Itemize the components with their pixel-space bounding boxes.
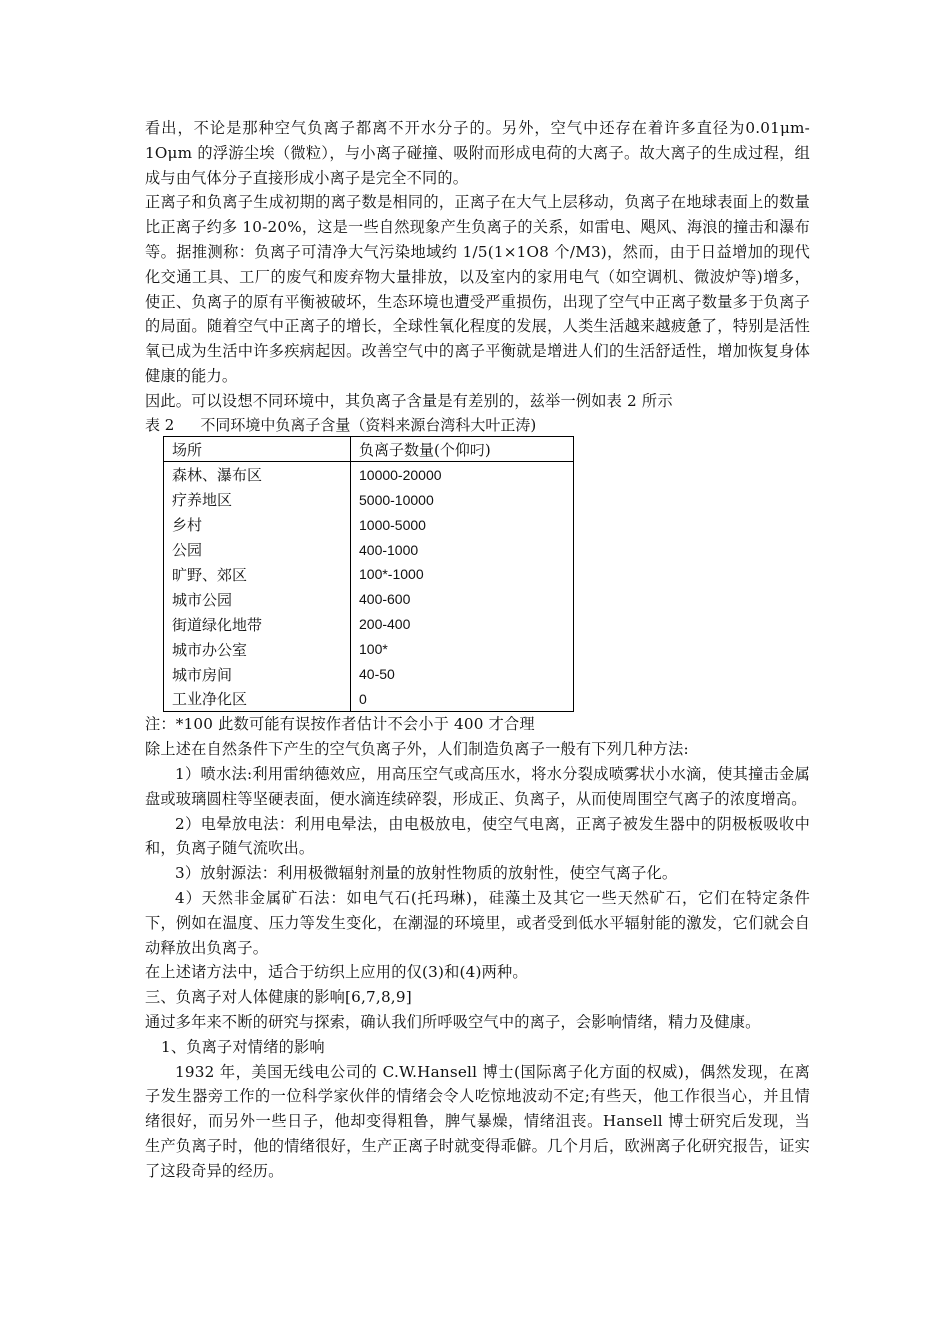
table-row xyxy=(164,587,574,612)
body-paragraph: 3）放射源法：利用极微辐射剂量的放射性物质的放射性，使空气离子化。 xyxy=(175,864,678,883)
location-cell: 城市房间 xyxy=(164,662,351,687)
ion-count-cell: 100* xyxy=(351,637,574,662)
table-row xyxy=(164,637,574,662)
body-text-section xyxy=(145,737,810,1183)
body-paragraph: 1）喷水法:利用雷纳德效应，用高压空气或高压水，将水分裂成喷雾状小水滴，使其撞击金属盘或玻璃圆柱等坚硬表面，便水滴连续碎裂，形成正、负离子，从而使周围空气离子的浓度增高。 xyxy=(145,764,810,808)
table-header-cell: 场所 xyxy=(164,436,351,462)
paragraph-2: 正离子和负离子生成初期的离子数是相同的，正离子在大气上层移动，负离子在地球表面上的数量比正离子约多 10-20%，这是一些自然现象产生负离子的关系，如雷电、飓风、海浪的撞击和瀑布等。据推测称：负离子可清净大气污染地域约 1/5(1×1O8 个/M3)，然而，由于日益增加的现代化交通工具、工厂的废气和废弃物大量排放，以及室内的家用电气（如空调机、微波炉等)增多，使正、负离子的原有平衡被破坏，生态环境也遭受严重损伤，出现了空气中正离子数量多于负离子的局面。随着空气中正离子的增长，全球性氧化程度的发展，人类生活越来越疲惫了，特别是活性氧已成为生活中许多疾病起因。改善空气中的离子平衡就是增进人们的生活舒适性，增加恢复身体健康的能力。 xyxy=(145,193,810,385)
table-caption xyxy=(145,414,810,436)
body-paragraph: 在上述诸方法中，适合于纺织上应用的仅(3)和(4)两种。 xyxy=(145,963,528,982)
location-cell: 公园 xyxy=(164,537,351,562)
body-paragraph: 2）电晕放电法：利用电晕法，由电极放电，使空气电离，正离子被发生器中的阴极板吸收中和，负离子随气流吹出。 xyxy=(145,814,810,858)
ion-count-cell: 5000-10000 xyxy=(351,487,574,512)
location-cell: 城市公园 xyxy=(164,587,351,612)
table-header-row xyxy=(164,436,574,462)
table-row xyxy=(164,487,574,512)
ion-count-cell: 1000-5000 xyxy=(351,512,574,537)
table-note: 注：*100 此数可能有误按作者估计不会小于 400 才合理 xyxy=(145,715,535,734)
location-cell: 森林、瀑布区 xyxy=(164,462,351,487)
ion-count-cell: 0 xyxy=(351,686,574,711)
body-paragraph: 1932 年，美国无线电公司的 C.W.Hansell 博士(国际离子化方面的权威)，偶然发现，在离子发生器旁工作的一位科学家伙伴的情绪会令人吃惊地波动不定;有些天，他工作很当心，并且情绪很好，而另外一些日子，他却变得粗鲁，脾气暴燥，情绪沮丧。Hansell 博士研究后发现，当生产负离子时，他的情绪很好，生产正离子时就变得乖僻。几个月后，欧洲离子化研究报告，证实了这段奇异的经历。 xyxy=(145,1062,810,1180)
location-cell: 乡村 xyxy=(164,512,351,537)
ion-count-cell: 400-600 xyxy=(351,587,574,612)
paragraph-1: 看出，不论是那种空气负离子都离不开水分子的。另外，空气中还存在着许多直径为0.01μm-1Oμm 的浮游尘埃（微粒），与小离子碰撞、吸附而形成电荷的大离子。故大离子的生成过程，组成与由气体分子直接形成小离子是完全不同的。 xyxy=(145,119,810,187)
body-paragraph: 通过多年来不断的研究与探索，确认我们所呼吸空气中的离子，会影响情绪，精力及健康。 xyxy=(145,1012,761,1031)
ion-count-cell: 40-50 xyxy=(351,662,574,687)
paragraph-3: 因此。可以设想不同环境中，其负离子含量是有差别的，兹举一例如表 2 所示 xyxy=(145,391,673,410)
body-paragraph: 1、负离子对情绪的影响 xyxy=(161,1037,325,1056)
location-cell: 工业净化区 xyxy=(164,686,351,711)
body-paragraph: 三、负离子对人体健康的影响[6,7,8,9] xyxy=(145,988,412,1007)
ion-count-cell: 100*-1000 xyxy=(351,562,574,587)
table-header-cell: 负离子数量(个仰叼) xyxy=(351,436,574,462)
ion-content-table xyxy=(163,436,574,713)
table-caption-text: 不同环境中负离子含量（资料来源台湾科大叶正涛) xyxy=(200,415,537,434)
body-paragraph: 4）天然非金属矿石法：如电气石(托玛琳)，硅藻土及其它一些天然矿石，它们在特定条件下，例如在温度、压力等发生变化，在潮湿的环境里，或者受到低水平辐射能的激发，它们就会自动释放出负离子。 xyxy=(145,888,810,957)
table-row xyxy=(164,612,574,637)
table-row xyxy=(164,512,574,537)
table-row xyxy=(164,686,574,711)
table-row xyxy=(164,662,574,687)
ion-count-cell: 10000-20000 xyxy=(351,462,574,487)
table-caption-label: 表 2 xyxy=(145,415,175,434)
table-row xyxy=(164,537,574,562)
location-cell: 街道绿化地带 xyxy=(164,612,351,637)
ion-count-cell: 400-1000 xyxy=(351,537,574,562)
table-row xyxy=(164,462,574,487)
document-page xyxy=(145,116,810,1184)
body-paragraph: 除上述在自然条件下产生的空气负离子外，人们制造负离子一般有下列几种方法: xyxy=(145,740,689,759)
ion-count-cell: 200-400 xyxy=(351,612,574,637)
location-cell: 旷野、郊区 xyxy=(164,562,351,587)
table-row xyxy=(164,562,574,587)
location-cell: 城市办公室 xyxy=(164,637,351,662)
location-cell: 疗养地区 xyxy=(164,487,351,512)
